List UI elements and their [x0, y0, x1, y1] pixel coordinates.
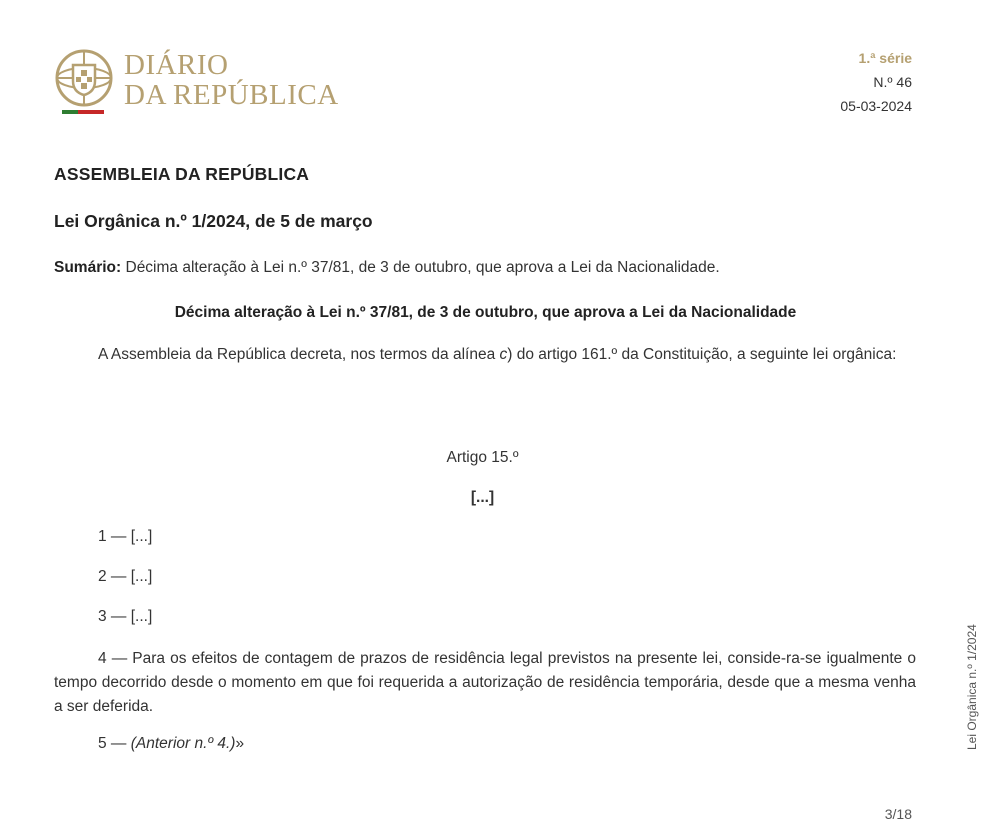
- side-running-label: Lei Orgânica n.º 1/2024: [965, 624, 979, 750]
- flag-red: [78, 110, 104, 114]
- article-item-1: 1 — [...]: [98, 528, 153, 545]
- article-item-2: 2 — [...]: [98, 568, 153, 585]
- intro-italic: c: [499, 346, 508, 363]
- summary-label: Sumário:: [54, 259, 122, 276]
- summary-text: Décima alteração à Lei n.º 37/81, de 3 de outubro, que aprova a Lei da Nacionalidade.: [121, 259, 720, 276]
- intro-before: A Assembleia da República decreta, nos termos da alínea: [98, 346, 500, 363]
- article-item-4: 4 — Para os efeitos de contagem de prazos de residência legal previstos na presente lei, conside-ra-se igualmente o tempo decorrido desde o momento em que foi requerida a autorização de residência temporária, desde que a mesma venha a ser deferida.: [54, 650, 916, 715]
- issue-date: 05-03-2024: [840, 98, 912, 114]
- issue-number: N.º 46: [873, 74, 912, 90]
- issuing-organ: ASSEMBLEIA DA REPÚBLICA: [54, 164, 310, 184]
- logo-line-1: DIÁRIO: [124, 49, 229, 81]
- item5-prefix: 5 —: [98, 735, 131, 752]
- flag-bar: [62, 110, 104, 114]
- intro-paragraph: [54, 343, 916, 367]
- series-label: 1.ª série: [858, 50, 912, 66]
- article-heading: [...]: [470, 489, 495, 506]
- article-item-3: 3 — [...]: [98, 608, 153, 625]
- summary: [54, 259, 720, 277]
- logo-line-2: DA REPÚBLICA: [124, 79, 339, 111]
- item5-italic: (Anterior n.º 4.): [130, 735, 236, 752]
- page-number: 3/18: [884, 806, 912, 822]
- intro-after: ) do artigo 161.º da Constituição, a seguinte lei orgânica:: [507, 346, 897, 363]
- issue-meta: [840, 46, 912, 118]
- coat-of-arms-icon: [54, 48, 114, 108]
- publication-logo-text: [124, 50, 339, 110]
- law-subtitle: Décima alteração à Lei n.º 37/81, de 3 de outubro, que aprova a Lei da Nacionalidade: [174, 304, 797, 321]
- flag-green: [62, 110, 78, 114]
- article-title: Artigo 15.º: [446, 449, 519, 466]
- law-title: Lei Orgânica n.º 1/2024, de 5 de março: [54, 211, 373, 231]
- item5-suffix: »: [235, 735, 245, 752]
- article-item-5: [98, 735, 244, 753]
